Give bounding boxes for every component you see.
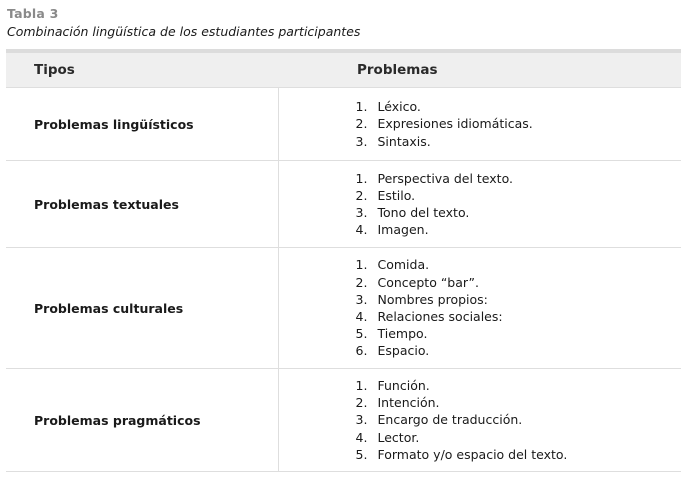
row-type-cell: Problemas pragmáticos <box>6 369 278 472</box>
list-item <box>356 446 682 463</box>
list-item-number: 2. <box>355 187 368 203</box>
list-item <box>356 133 682 150</box>
row-type-cell: Problemas textuales <box>6 161 278 248</box>
row-problems-cell <box>278 248 681 369</box>
list-item-number: 1. <box>355 377 368 393</box>
table-header-row <box>6 51 681 88</box>
table-caption-title: Combinación lingüística de los estudiantes participantes <box>7 24 361 39</box>
list-item-number: 2. <box>355 116 368 132</box>
list-item-text: Sintaxis. <box>377 133 431 149</box>
list-item-text: Léxico. <box>377 99 421 115</box>
row-problems-cell <box>278 161 681 248</box>
list-item <box>356 377 682 394</box>
list-item <box>356 325 682 342</box>
list-item <box>356 98 682 115</box>
table-row <box>6 161 681 248</box>
list-item-number: 6. <box>355 343 368 359</box>
list-item <box>356 342 682 359</box>
list-item-text: Expresiones idiomáticas. <box>377 116 533 132</box>
list-item-number: 1. <box>355 257 368 273</box>
row-problems-cell <box>278 88 681 161</box>
table-row <box>6 369 681 472</box>
list-item <box>356 187 682 204</box>
list-item-number: 1. <box>355 170 368 186</box>
list-item-number: 3. <box>355 412 368 428</box>
list-item-text: Tiempo. <box>377 326 428 342</box>
list-item-text: Nombres propios: <box>377 291 488 307</box>
list-item-text: Formato y/o espacio del texto. <box>377 446 568 462</box>
problems-list <box>356 256 682 359</box>
list-item-text: Espacio. <box>377 343 430 359</box>
list-item-number: 2. <box>355 274 368 290</box>
list-item <box>356 291 682 308</box>
list-item-text: Relaciones sociales: <box>377 309 503 324</box>
list-item-text: Lector. <box>377 429 420 445</box>
problems-list <box>356 98 682 150</box>
column-header-tipos: Tipos <box>6 51 278 88</box>
row-type-cell: Problemas lingüísticos <box>6 88 278 161</box>
list-item-text: Comida. <box>377 257 430 273</box>
list-item-text: Encargo de traducción. <box>377 412 523 428</box>
problems-table-container <box>6 49 681 472</box>
list-item-text: Estilo. <box>377 187 416 203</box>
list-item-number: 4. <box>355 309 368 324</box>
problems-list <box>356 170 682 239</box>
row-problems-cell <box>278 369 681 472</box>
list-item-text: Tono del texto. <box>377 205 470 220</box>
list-item-number: 5. <box>355 326 368 342</box>
table-row <box>6 248 681 369</box>
table-caption-label: Tabla 3 <box>7 6 59 21</box>
list-item-number: 3. <box>355 291 368 307</box>
list-item-text: Concepto “bar”. <box>377 274 480 290</box>
list-item-number: 3. <box>355 133 368 149</box>
table-body <box>6 88 681 472</box>
list-item <box>356 308 682 325</box>
list-item <box>356 411 682 428</box>
list-item-text: Imagen. <box>377 222 429 238</box>
table-row <box>6 88 681 161</box>
list-item <box>356 115 682 132</box>
list-item-number: 4. <box>355 429 368 445</box>
list-item <box>356 204 682 221</box>
list-item <box>356 429 682 446</box>
problems-table <box>6 49 681 472</box>
list-item <box>356 221 682 238</box>
list-item-number: 3. <box>355 205 368 220</box>
list-item-number: 1. <box>355 99 368 115</box>
list-item-text: Intención. <box>377 395 440 411</box>
list-item-number: 4. <box>355 222 368 238</box>
list-item <box>356 256 682 273</box>
column-header-problemas: Problemas <box>278 51 681 88</box>
list-item-number: 5. <box>355 446 368 462</box>
list-item-text: Función. <box>377 377 430 393</box>
problems-list <box>356 377 682 463</box>
list-item <box>356 274 682 291</box>
list-item-text: Perspectiva del texto. <box>377 170 513 186</box>
list-item <box>356 394 682 411</box>
table-header <box>6 51 681 88</box>
list-item <box>356 170 682 187</box>
row-type-cell: Problemas culturales <box>6 248 278 369</box>
list-item-number: 2. <box>355 395 368 411</box>
